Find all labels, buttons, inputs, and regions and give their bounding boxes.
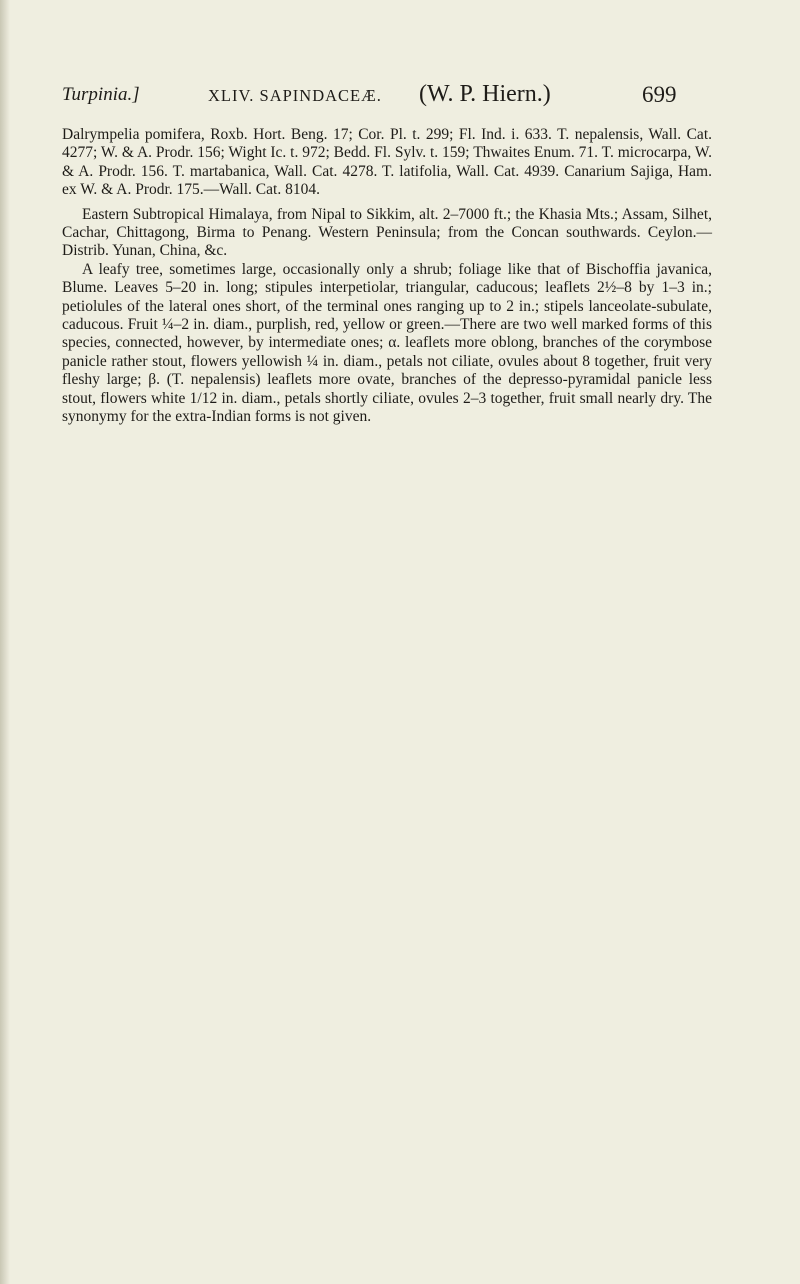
running-header bbox=[62, 82, 712, 118]
description-paragraph: A leafy tree, sometimes large, occasionally only a shrub; foliage like that of Bischoffia javanica, Blume. Leaves 5–20 in. long; stipules interpetiolar, triangular, caducous; leaflets 2½–8 by 1–3 in.; petiolules of the lateral ones short, of the terminal ones ranging up to 2 in.; stipels lanceolate-subulate, caducous. Fruit ¼–2 in. diam., purplish, red, yellow or green.—There are two well marked forms of this species, connected, however, by intermediate ones; α. leaflets more oblong, branches of the corymbose panicle rather stout, flowers yellowish ¼ in. diam., petals not ciliate, ovules about 8 together, fruit very fleshy large; β. (T. nepalensis) leaflets more ovate, branches of the depresso-pyramidal panicle less stout, flowers white 1/12 in. diam., petals shortly ciliate, ovules 2–3 together, fruit small nearly dry. The synonymy for the extra-Indian forms is not given. bbox=[62, 260, 712, 426]
distribution-paragraph: Eastern Subtropical Himalaya, from Nipal to Sikkim, alt. 2–7000 ft.; the Khasia Mts.; Assam, Silhet, Cachar, Chittagong, Birma to Penang. Western Peninsula; from the Concan southwards. Ceylon.—Distrib. Yunan, China, &c. bbox=[62, 205, 712, 260]
page-edge bbox=[0, 0, 10, 1284]
page-body bbox=[62, 126, 712, 427]
author-heading: (W. P. Hiern.) bbox=[419, 81, 551, 107]
family-heading: XLIV. SAPINDACEÆ. bbox=[208, 86, 382, 105]
genus-heading: Turpinia.] bbox=[62, 84, 140, 105]
synonymy-paragraph: Dalrympelia pomifera, Roxb. Hort. Beng. 17; Cor. Pl. t. 299; Fl. Ind. i. 633. T. nepalensis, Wall. Cat. 4277; W. & A. Prodr. 156; Wight Ic. t. 972; Bedd. Fl. Sylv. t. 159; Thwaites Enum. 71. T. microcarpa, W. & A. Prodr. 156. T. martabanica, Wall. Cat. 4278. T. latifolia, Wall. Cat. 4939. Canarium Sajiga, Ham. ex W. & A. Prodr. 175.—Wall. Cat. 8104. bbox=[62, 126, 712, 199]
page-number: 699 bbox=[642, 82, 677, 107]
